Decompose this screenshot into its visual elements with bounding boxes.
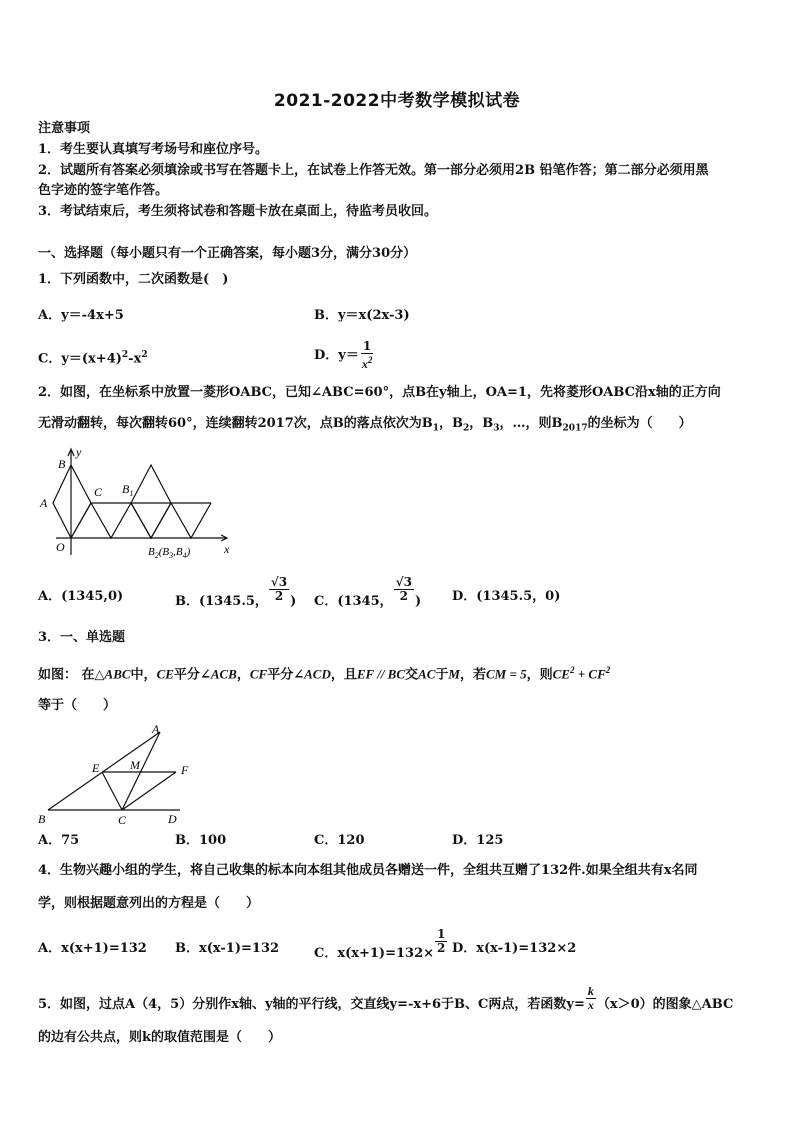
q1-option-c-tail: -x	[128, 351, 142, 367]
q1-option-d	[314, 340, 375, 371]
q1-option-d-num: 1	[362, 339, 372, 353]
q1-option-c-sup2: 2	[141, 350, 148, 360]
q1-option-d-text: D．y＝	[314, 348, 359, 363]
notice-item-1: 1．考生要认真填写考场号和座位序号。	[38, 142, 269, 157]
q4-line-1: 4．生物兴趣小组的学生，将自己收集的标本向本组其他成员各赠送一件，全组共互赠了132件.如果全组共有x名同	[38, 863, 698, 878]
q2-option-b: B．(1345.5， $\frac{√3}{2}$ )	[175, 575, 297, 609]
q1-option-c	[38, 346, 148, 368]
q3-fig-label-f: F	[181, 763, 189, 777]
q3-triangle-figure	[36, 720, 206, 828]
page-title: 2021-2022中考数学模拟试卷	[273, 91, 521, 111]
q2-fig-label-y: y	[76, 445, 82, 459]
q3-option-c: C．120	[314, 833, 365, 848]
q4-option-d: D．x(x-1)=132×2	[452, 941, 577, 956]
q3-stem: 如图： 在△ABC中，CE平分∠ACB，CF平分∠ACD，且EF // BC交AC于M，若CM = 5，则$CE^2 + CF^2$	[38, 665, 611, 683]
q1-option-b: B．y＝x(2x-3)	[314, 308, 410, 323]
notice-item-2: 2．试题所有答案必须填涂或书写在答题卡上，在试卷上作答无效。第一部分必须用2B 铅笔作答；第二部分必须用黑	[38, 163, 709, 178]
q2-fig-label-o: O	[56, 540, 65, 554]
q3-option-d: D．125	[452, 833, 504, 848]
q3-fig-label-e: E	[92, 761, 100, 775]
q3-fig-label-m: M	[130, 758, 140, 772]
q3-header: 3．一、单选题	[38, 630, 126, 645]
notice-item-3: 3．考试结束后，考生须将试卷和答题卡放在桌面上，待监考员收回。	[38, 204, 438, 219]
q5-line-2: 的边有公共点，则k的取值范围是（ ）	[38, 1030, 282, 1045]
q2-option-d: D．(1345.5，0)	[452, 589, 561, 604]
q2-option-a: A．(1345,0)	[38, 589, 124, 604]
q4-line-2: 学，则根据题意列出的方程是（ ）	[38, 896, 260, 911]
q2-fig-label-x: x	[224, 542, 230, 556]
q4-option-c: C．x(x+1)=132× $\frac{1}{2}$	[314, 927, 446, 961]
q3-fig-label-d: D	[168, 812, 177, 826]
q2-fig-label-b: B	[58, 457, 66, 471]
notice-item-2-cont: 色字迹的签字笔作答。	[38, 183, 169, 198]
q4-option-b: B．x(x-1)=132	[175, 941, 280, 956]
q3-option-a: A．75	[38, 833, 80, 848]
section-heading: 一、选择题（每小题只有一个正确答案，每小题3分，满分30分）	[38, 246, 417, 261]
q2-line-1: 2．如图，在坐标系中放置一菱形OABC，已知∠ABC=60°，点B在y轴上，OA=1，先将菱形OABC沿x轴的正方向	[38, 385, 721, 400]
q2-fig-label-a: A	[40, 496, 48, 510]
q2-fig-label-b1: $B_1$	[122, 482, 134, 498]
q2-fig-label-c: C	[94, 485, 103, 499]
q3-fig-label-a: A	[152, 722, 160, 736]
q5-line-1: 5．如图，过点A（4，5）分别作x轴、y轴的平行线，交直线y=-x+6于B、C两点，若函数y= $\frac{k}{x}$ （x＞0）的图象△ABC	[38, 984, 734, 1012]
q3-line-2: 等于（ ）	[38, 698, 117, 713]
q1-option-c-text: C．y＝(x+4)	[38, 351, 122, 367]
q3-fig-label-b: B	[38, 812, 46, 826]
q4-option-a: A．x(x+1)=132	[38, 941, 147, 956]
q3-fig-label-c: C	[118, 813, 127, 827]
q2-rhombus-figure	[36, 443, 236, 561]
q2-fig-label-b2: $B_2(B_3,B_4)$	[148, 546, 191, 560]
q2-line-2: 无滑动翻转，每次翻转60°，连续翻转2017次，点B的落点依次为$B_1$，$B_2$，$B_3$，…，则$B_{2017}$的坐标为（ ）	[38, 416, 692, 434]
q1-option-a: A．y＝-4x+5	[38, 308, 124, 323]
notice-heading: 注意事项	[38, 121, 91, 136]
q1-stem: 1．下列函数中，二次函数是( )	[38, 272, 229, 287]
q1-option-d-den: $x^2$	[361, 355, 373, 371]
q1-option-c-sup: 2	[121, 350, 129, 360]
q3-option-b: B．100	[175, 833, 227, 848]
q1-option-d-fraction	[360, 340, 375, 371]
q2-option-c: C．(1345， $\frac{√3}{2}$ )	[314, 575, 422, 609]
